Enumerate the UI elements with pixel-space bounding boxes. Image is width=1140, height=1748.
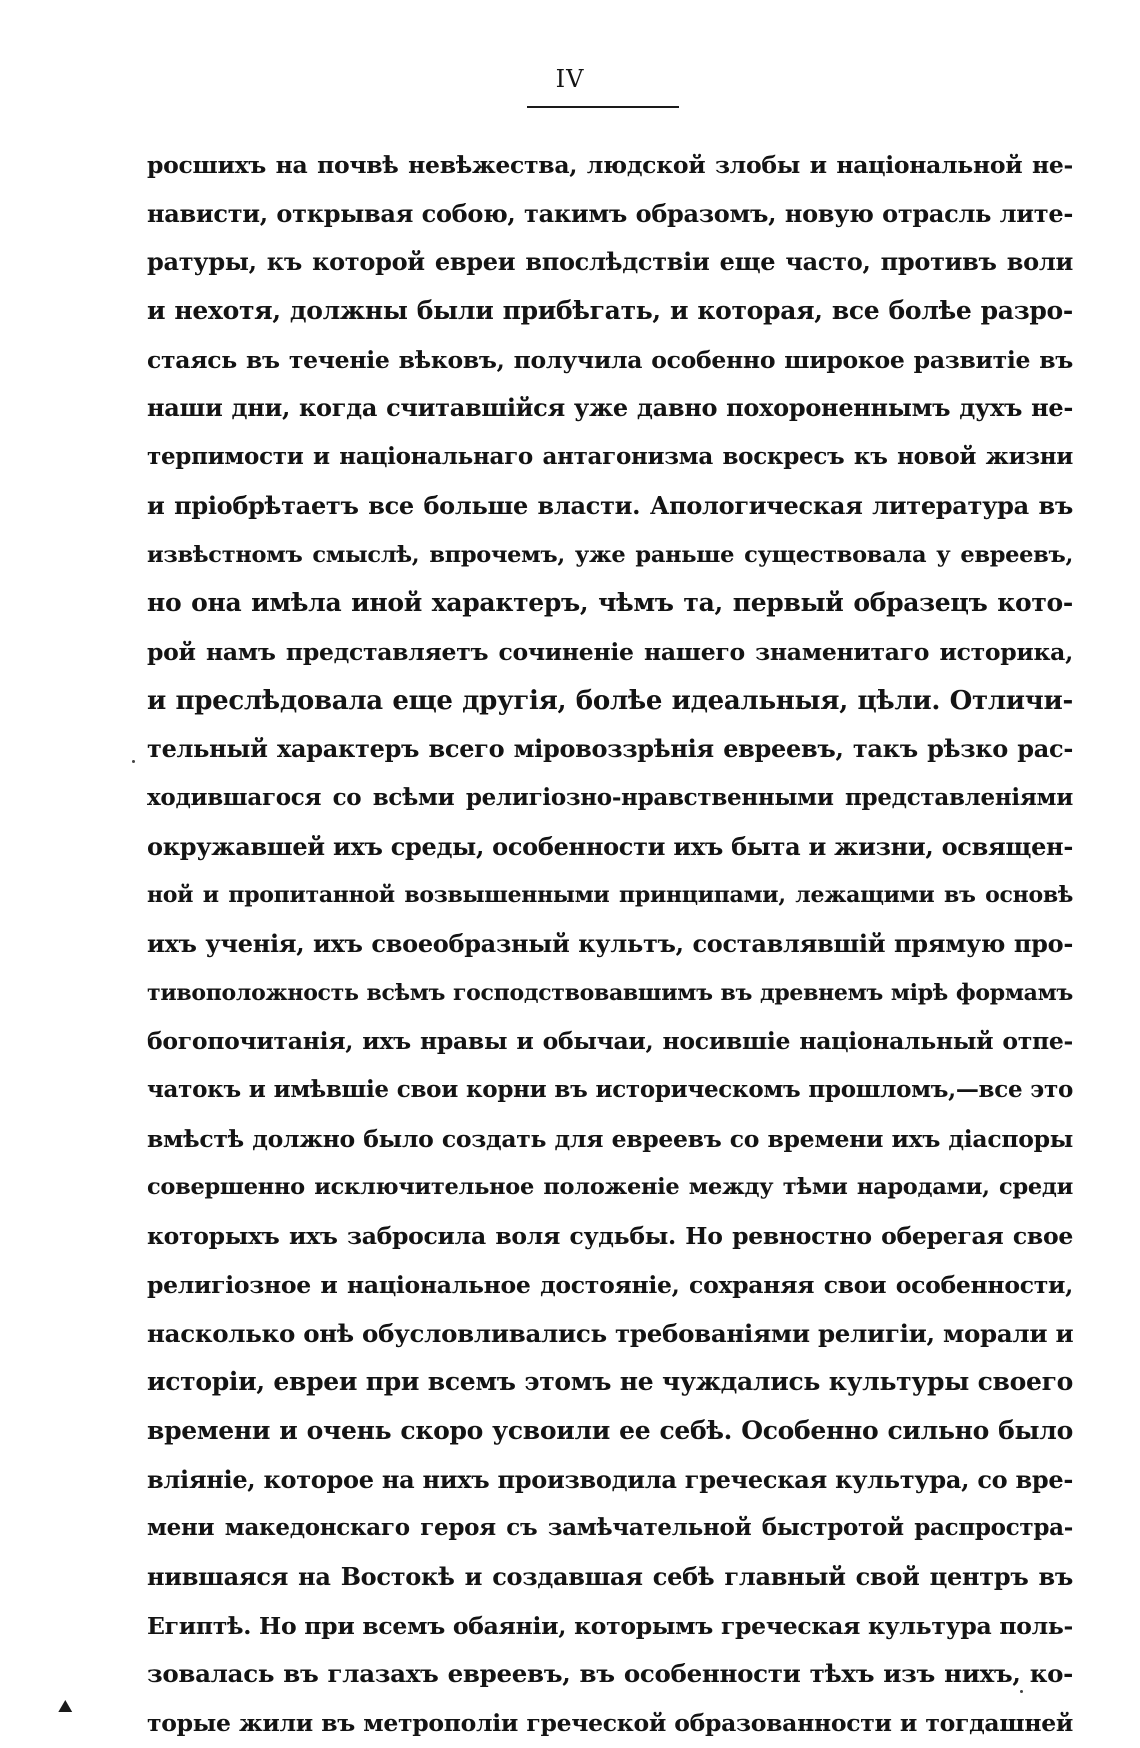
text-line: терпимости и національнаго антагонизма воскресъ къ новой жизни (147, 443, 1073, 471)
text-line: религіозное и національное достояніе, сохраняя свои особенности, (147, 1270, 1073, 1299)
text-line: торые жили въ метрополіи греческой образованности и тогдашней (147, 1709, 1073, 1737)
text-line: Египтѣ. Но при всемъ обаяніи, которымъ греческая культура поль- (147, 1611, 1073, 1640)
print-speck (132, 760, 135, 763)
text-line: совершенно исключительное положеніе между тѣми народами, среди (147, 1174, 1073, 1201)
text-line: тивоположность всѣмъ господствовавшимъ въ древнемъ мірѣ формамъ (147, 979, 1073, 1006)
text-line: ихъ ученія, ихъ своеобразный культъ, составлявшій прямую про- (147, 929, 1073, 958)
text-line: нившаяся на Востокѣ и создавшая себѣ главный свой центръ въ (147, 1561, 1073, 1591)
text-line: рой намъ представляетъ сочиненіе нашего знаменитаго историка, (147, 637, 1073, 666)
text-line: вмѣстѣ должно было создать для евреевъ со времени ихъ діаспоры (147, 1124, 1073, 1153)
text-line: росшихъ на почвѣ невѣжества, людской злобы и національной не- (147, 151, 1073, 179)
text-line: времени и очень скоро усвоили ее себѣ. Особенно сильно было (147, 1415, 1073, 1445)
text-line: ратуры, къ которой евреи впослѣдствіи еще часто, противъ воли (147, 247, 1073, 277)
text-line: нависти, открывая собою, такимъ образомъ, новую отрасль лите- (147, 198, 1073, 228)
text-line: вліяніе, которое на нихъ производила греческая культура, со вре- (147, 1464, 1073, 1494)
text-line: мени македонскаго героя съ замѣчательной быстротой распростра- (147, 1514, 1073, 1542)
print-speck (1020, 1690, 1023, 1693)
text-line: и преслѣдовала еще другія, болѣе идеальныя, цѣли. Отличи- (147, 685, 1073, 716)
page-number: IV (555, 65, 585, 93)
text-line: которыхъ ихъ забросила воля судьбы. Но ревностно оберегая свое (147, 1222, 1073, 1251)
text-line: богопочитанія, ихъ нравы и обычаи, носившіе національный отпе- (147, 1027, 1073, 1056)
text-line: насколько онѣ обусловливались требованіями религіи, морали и (147, 1318, 1073, 1348)
text-line: зовалась въ глазахъ евреевъ, въ особенности тѣхъ изъ нихъ, ко- (147, 1659, 1073, 1689)
text-line: исторіи, евреи при всемъ этомъ не чуждались культуры своего (147, 1367, 1073, 1397)
corner-arrow-icon (58, 1700, 75, 1718)
text-line: но она имѣла иной характеръ, чѣмъ та, первый образецъ кото- (147, 588, 1073, 618)
text-line: окружавшей ихъ среды, особенности ихъ быта и жизни, освящен- (147, 831, 1073, 861)
text-line: и нехотя, должны были прибѣгать, и которая, все болѣе разро- (147, 296, 1073, 326)
text-line: извѣстномъ смыслѣ, впрочемъ, уже раньше существовала у евреевъ, (147, 541, 1073, 568)
text-line: ной и пропитанной возвышенными принципами, лежащими въ основѣ (147, 882, 1073, 909)
header-rule (527, 106, 679, 108)
body-text (147, 141, 1073, 1748)
text-line: наши дни, когда считавшійся уже давно похороненнымъ духъ не- (147, 393, 1073, 423)
text-line: ходившагося со всѣми религіозно-нравственными представленіями (147, 783, 1073, 811)
text-line: чатокъ и имѣвшіе свои корни въ историческомъ прошломъ,—все это (147, 1076, 1073, 1104)
text-line: и пріобрѣтаетъ все больше власти. Апологическая литература въ (147, 490, 1073, 520)
text-line: стаясь въ теченіе вѣковъ, получила особенно широкое развитіе въ (147, 345, 1073, 374)
text-line: тельный характеръ всего міровоззрѣнія евреевъ, такъ рѣзко рас- (147, 734, 1073, 764)
